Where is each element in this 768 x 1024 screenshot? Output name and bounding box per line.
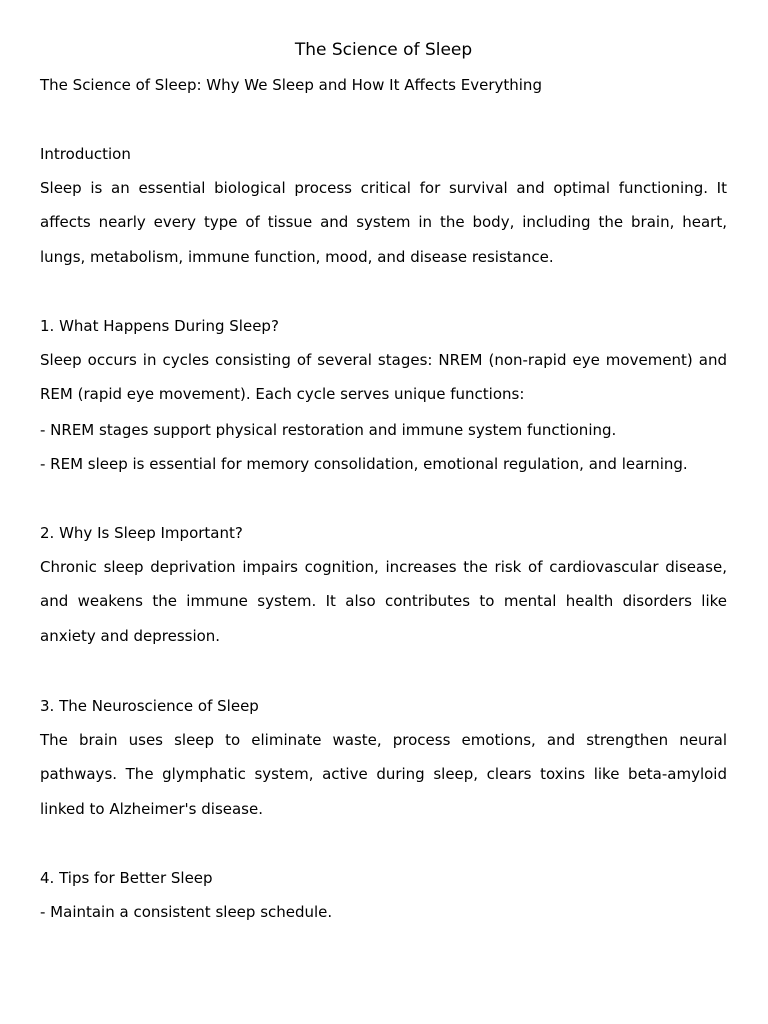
section4-heading: 4. Tips for Better Sleep <box>40 869 213 887</box>
intro-heading: Introduction <box>40 145 131 163</box>
intro-paragraph: Sleep is an essential biological process critical for survival and optimal functioning. It affects nearly every type of tissue and system in the body, including the brain, heart, lungs, metabolism, immune function, mood, and disease resistance. <box>40 179 727 266</box>
document-subtitle: The Science of Sleep: Why We Sleep and How It Affects Everything <box>40 76 542 94</box>
section1-bullet-rem: - REM sleep is essential for memory consolidation, emotional regulation, and learning. <box>40 455 688 473</box>
section2-paragraph: Chronic sleep deprivation impairs cognition, increases the risk of cardiovascular disease, and weakens the immune system. It also contributes to mental health disorders like anxiety and depression. <box>40 558 727 645</box>
section4-bullet-schedule: - Maintain a consistent sleep schedule. <box>40 903 333 921</box>
document-title: The Science of Sleep <box>294 40 473 60</box>
section3-paragraph: The brain uses sleep to eliminate waste, process emotions, and strengthen neural pathways. The glymphatic system, active during sleep, clears toxins like beta-amyloid linked to Alzheimer's disease. <box>40 731 727 818</box>
section1-bullet-nrem: - NREM stages support physical restoration and immune system functioning. <box>40 421 617 439</box>
section1-paragraph: Sleep occurs in cycles consisting of several stages: NREM (non-rapid eye movement) and REM (rapid eye movement). Each cycle serves unique functions: <box>40 351 727 404</box>
section2-heading: 2. Why Is Sleep Important? <box>40 524 243 542</box>
section3-heading: 3. The Neuroscience of Sleep <box>40 697 259 715</box>
section1-heading: 1. What Happens During Sleep? <box>40 317 279 335</box>
